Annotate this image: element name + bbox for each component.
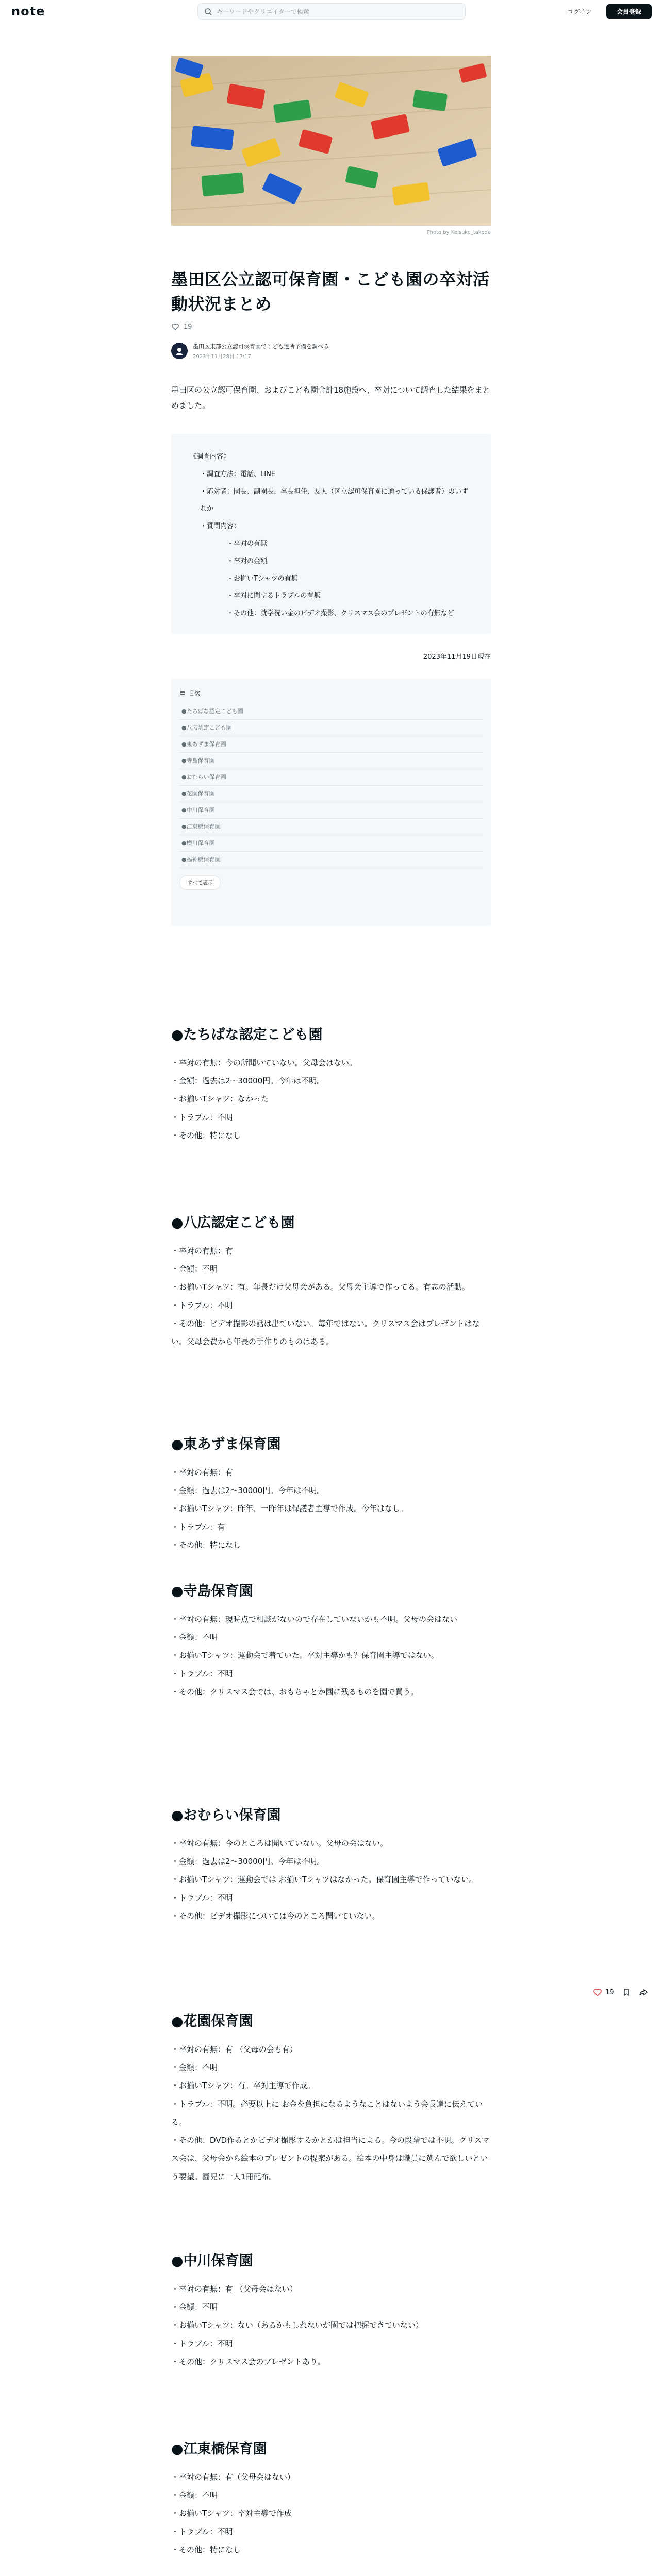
- section-line: ・金額：不明: [171, 1633, 218, 1642]
- nursery-section: [171, 1806, 491, 1925]
- toc-item[interactable]: ●東あずま保育園: [179, 736, 483, 753]
- section-heading: ●たちばな認定こども園: [171, 1027, 323, 1043]
- share-icon[interactable]: [639, 1988, 648, 1996]
- search-input[interactable]: [197, 3, 466, 20]
- section-line: ・お揃いTシャツ：昨年、一昨年は保護者主導で作成。今年はなし。: [171, 1504, 408, 1514]
- survey-item: ・卒対の有無: [227, 539, 268, 548]
- section-heading: ●江東橋保育園: [171, 2441, 267, 2457]
- heart-icon[interactable]: [171, 323, 179, 331]
- section-line: ・卒対の有無：今の所聞いていない。父母会はない。: [171, 1058, 357, 1067]
- section-line: ・その他：DVD作るとかビデオ撮影するかとかは担当による。今の段階では不明。クリスマス会は、父母会から絵本のプレゼントの提案がある。絵本の中身は職員に選んで欲しいという要望。園児に一人1冊配布。: [171, 2136, 490, 2181]
- toc-heading-label: 目次: [189, 689, 200, 697]
- toc-item[interactable]: ●八広認定こども園: [179, 720, 483, 736]
- section-line: ・トラブル：不明: [171, 1893, 233, 1903]
- section-line: ・トラブル：有: [171, 1522, 225, 1532]
- like-count: 19: [184, 323, 192, 331]
- section-line: ・卒対の有無：有（父母会はない）: [171, 2472, 295, 2482]
- section-line: ・トラブル：不明: [171, 1112, 233, 1122]
- photo-credit: Photo by Keisuke_takeda: [426, 230, 491, 235]
- intro-paragraph: 墨田区の公立認可保育園、およびこども園合計18施設へ、卒対について調査した結果をまとめました。: [171, 385, 490, 410]
- hero-image: [171, 56, 491, 226]
- nursery-section: [171, 2439, 491, 2559]
- nursery-section: [171, 1213, 491, 1351]
- section-line: ・お揃いTシャツ：なかった: [171, 1094, 269, 1104]
- survey-item: ・応対者：園長、副園長、卒長担任、友人（区立認可保育園に通っている保護者）のいずれか: [200, 487, 469, 513]
- nursery-section: [171, 1025, 491, 1145]
- section-line: ・卒対の有無：現時点で相談がないので存在していないかも不明。父母の会はない: [171, 1614, 458, 1624]
- heart-icon[interactable]: [593, 1988, 602, 1997]
- nursery-section: [171, 2251, 491, 2371]
- article: [171, 56, 491, 926]
- section-line: ・金額：不明: [171, 2063, 218, 2073]
- section-line: ・お揃いTシャツ：卒対主導で作成: [171, 2509, 292, 2518]
- section-line: ・その他：ビデオ撮影については今のところ聞いていない。: [171, 1911, 380, 1921]
- toc-show-all-button[interactable]: すべて表示: [179, 875, 221, 890]
- avatar[interactable]: [171, 343, 188, 359]
- toc-heading: [179, 689, 483, 697]
- survey-item: ・質問内容：: [200, 522, 241, 531]
- section-line: ・金額：過去は2～30000円。今年は不明。: [171, 1486, 325, 1496]
- author-block: [171, 342, 491, 360]
- section-heading: ●おむらい保育園: [171, 1807, 281, 1823]
- section-line: ・トラブル：不明: [171, 2338, 233, 2348]
- survey-item: ・調査方法：電話、LINE: [200, 470, 276, 478]
- section-heading: ●東あずま保育園: [171, 1436, 281, 1452]
- section-heading: ●中川保育園: [171, 2253, 253, 2269]
- section-line: ・卒対の有無：有: [171, 1467, 234, 1477]
- survey-box: [171, 434, 491, 634]
- toc-item[interactable]: ●中川保育園: [179, 802, 483, 819]
- section-line: ・卒対の有無：有 （父母会はない）: [171, 2284, 297, 2294]
- section-line: ・その他：特になし: [171, 1130, 241, 1140]
- section-line: ・トラブル：不明。必要以上に お金を負担になるようなことはないよう会長達に伝えている。: [171, 2099, 483, 2127]
- section-line: ・トラブル：不明: [171, 1669, 233, 1679]
- section-line: ・お揃いTシャツ：有。年長だけ父母会がある。父母会主導で作ってる。有志の活動。: [171, 1282, 470, 1292]
- survey-item: ・卒対の金額: [227, 557, 268, 565]
- section-line: ・金額：不明: [171, 2490, 218, 2500]
- toc-item[interactable]: ●福神橋保育園: [179, 852, 483, 868]
- nursery-section: [171, 2012, 491, 2186]
- signup-button[interactable]: 会員登録: [606, 4, 652, 19]
- publish-date: 2023年11月28日 17:17: [193, 354, 251, 360]
- author-name[interactable]: 墨田区東部公立認可保育園でこども達所予備を調べる: [193, 343, 329, 350]
- survey-item: ・卒対に関するトラブルの有無: [227, 592, 321, 600]
- floating-like[interactable]: [593, 1988, 614, 1997]
- bookmark-icon[interactable]: [622, 1988, 631, 1996]
- section-line: ・その他：クリスマス会のプレゼントあり。: [171, 2357, 325, 2366]
- survey-date: 2023年11月19日現在: [423, 653, 491, 661]
- section-line: ・トラブル：不明: [171, 2527, 233, 2536]
- section-line: ・卒対の有無：有 （父母の会も有）: [171, 2044, 297, 2054]
- section-heading: ●花園保育園: [171, 2013, 253, 2029]
- survey-heading: 《調査内容》: [190, 453, 230, 461]
- section-line: ・お揃いTシャツ：有。卒対主導で作成。: [171, 2081, 315, 2091]
- list-icon: [179, 690, 186, 696]
- toc-item[interactable]: ●たちばな認定こども園: [179, 703, 483, 720]
- section-line: ・その他：特になし: [171, 1540, 241, 1550]
- nursery-section: [171, 1435, 491, 1554]
- toc-item[interactable]: ●横川保育園: [179, 835, 483, 852]
- survey-item: ・その他：就学祝い金のビデオ撮影、クリスマス会のプレゼントの有無など: [227, 609, 454, 618]
- section-line: ・お揃いTシャツ：ない（あるかもしれないが園では把握できていない）: [171, 2320, 423, 2330]
- section-line: ・お揃いTシャツ：運動会では お揃いTシャツはなかった。保育園主導で作っていない。: [171, 1875, 477, 1885]
- toc-item[interactable]: ●花園保育園: [179, 786, 483, 802]
- section-line: ・金額：不明: [171, 1264, 218, 1274]
- section-line: ・その他：クリスマス会では、おもちゃとか園に残るものを園で買う。: [171, 1687, 419, 1697]
- article-title: 墨田区公立認可保育園・こども園の卒対活動状況まとめ: [171, 269, 490, 314]
- site-header: [0, 0, 662, 23]
- avatar-icon: [174, 346, 185, 356]
- section-line: ・金額：過去は2～30000円。今年は不明。: [171, 1076, 325, 1086]
- toc-item[interactable]: ●おむらい保育園: [179, 769, 483, 786]
- toc-item[interactable]: ●寺島保育園: [179, 753, 483, 769]
- section-line: ・金額：過去は2～30000円。今年は不明。: [171, 1857, 325, 1867]
- nursery-section: [171, 1582, 491, 1701]
- like-row: [171, 323, 491, 331]
- section-line: ・その他：ビデオ撮影の話は出ていない。毎年ではない。クリスマス会はプレゼントはない。父母会費から年長の手作りのものはある。: [171, 1318, 480, 1347]
- section-line: ・卒対の有無：今のところは聞いていない。父母の会はない。: [171, 1838, 388, 1848]
- section-heading: ●八広認定こども園: [171, 1215, 295, 1231]
- table-of-contents: [171, 679, 491, 926]
- survey-item: ・お揃いTシャツの有無: [227, 574, 298, 583]
- section-heading: ●寺島保育園: [171, 1583, 253, 1599]
- search-placeholder: キーワードやクリエイターで検索: [217, 8, 309, 15]
- floating-like-count: 19: [605, 1988, 614, 1996]
- login-button[interactable]: ログイン: [567, 8, 592, 15]
- note-logo[interactable]: note: [11, 4, 45, 19]
- section-line: ・お揃いTシャツ：運動会で着ていた。卒対主導かも？保育園主導ではない。: [171, 1651, 439, 1660]
- section-line: ・その他：特になし: [171, 2545, 241, 2554]
- toc-item[interactable]: ●江東橋保育園: [179, 819, 483, 835]
- lego-blocks-photo: [171, 56, 491, 226]
- section-line: ・金額：不明: [171, 2302, 218, 2312]
- section-line: ・トラブル：不明: [171, 1300, 233, 1310]
- floating-action-bar: [593, 1988, 648, 1997]
- search-icon: [204, 8, 212, 16]
- section-line: ・卒対の有無：有: [171, 1246, 234, 1256]
